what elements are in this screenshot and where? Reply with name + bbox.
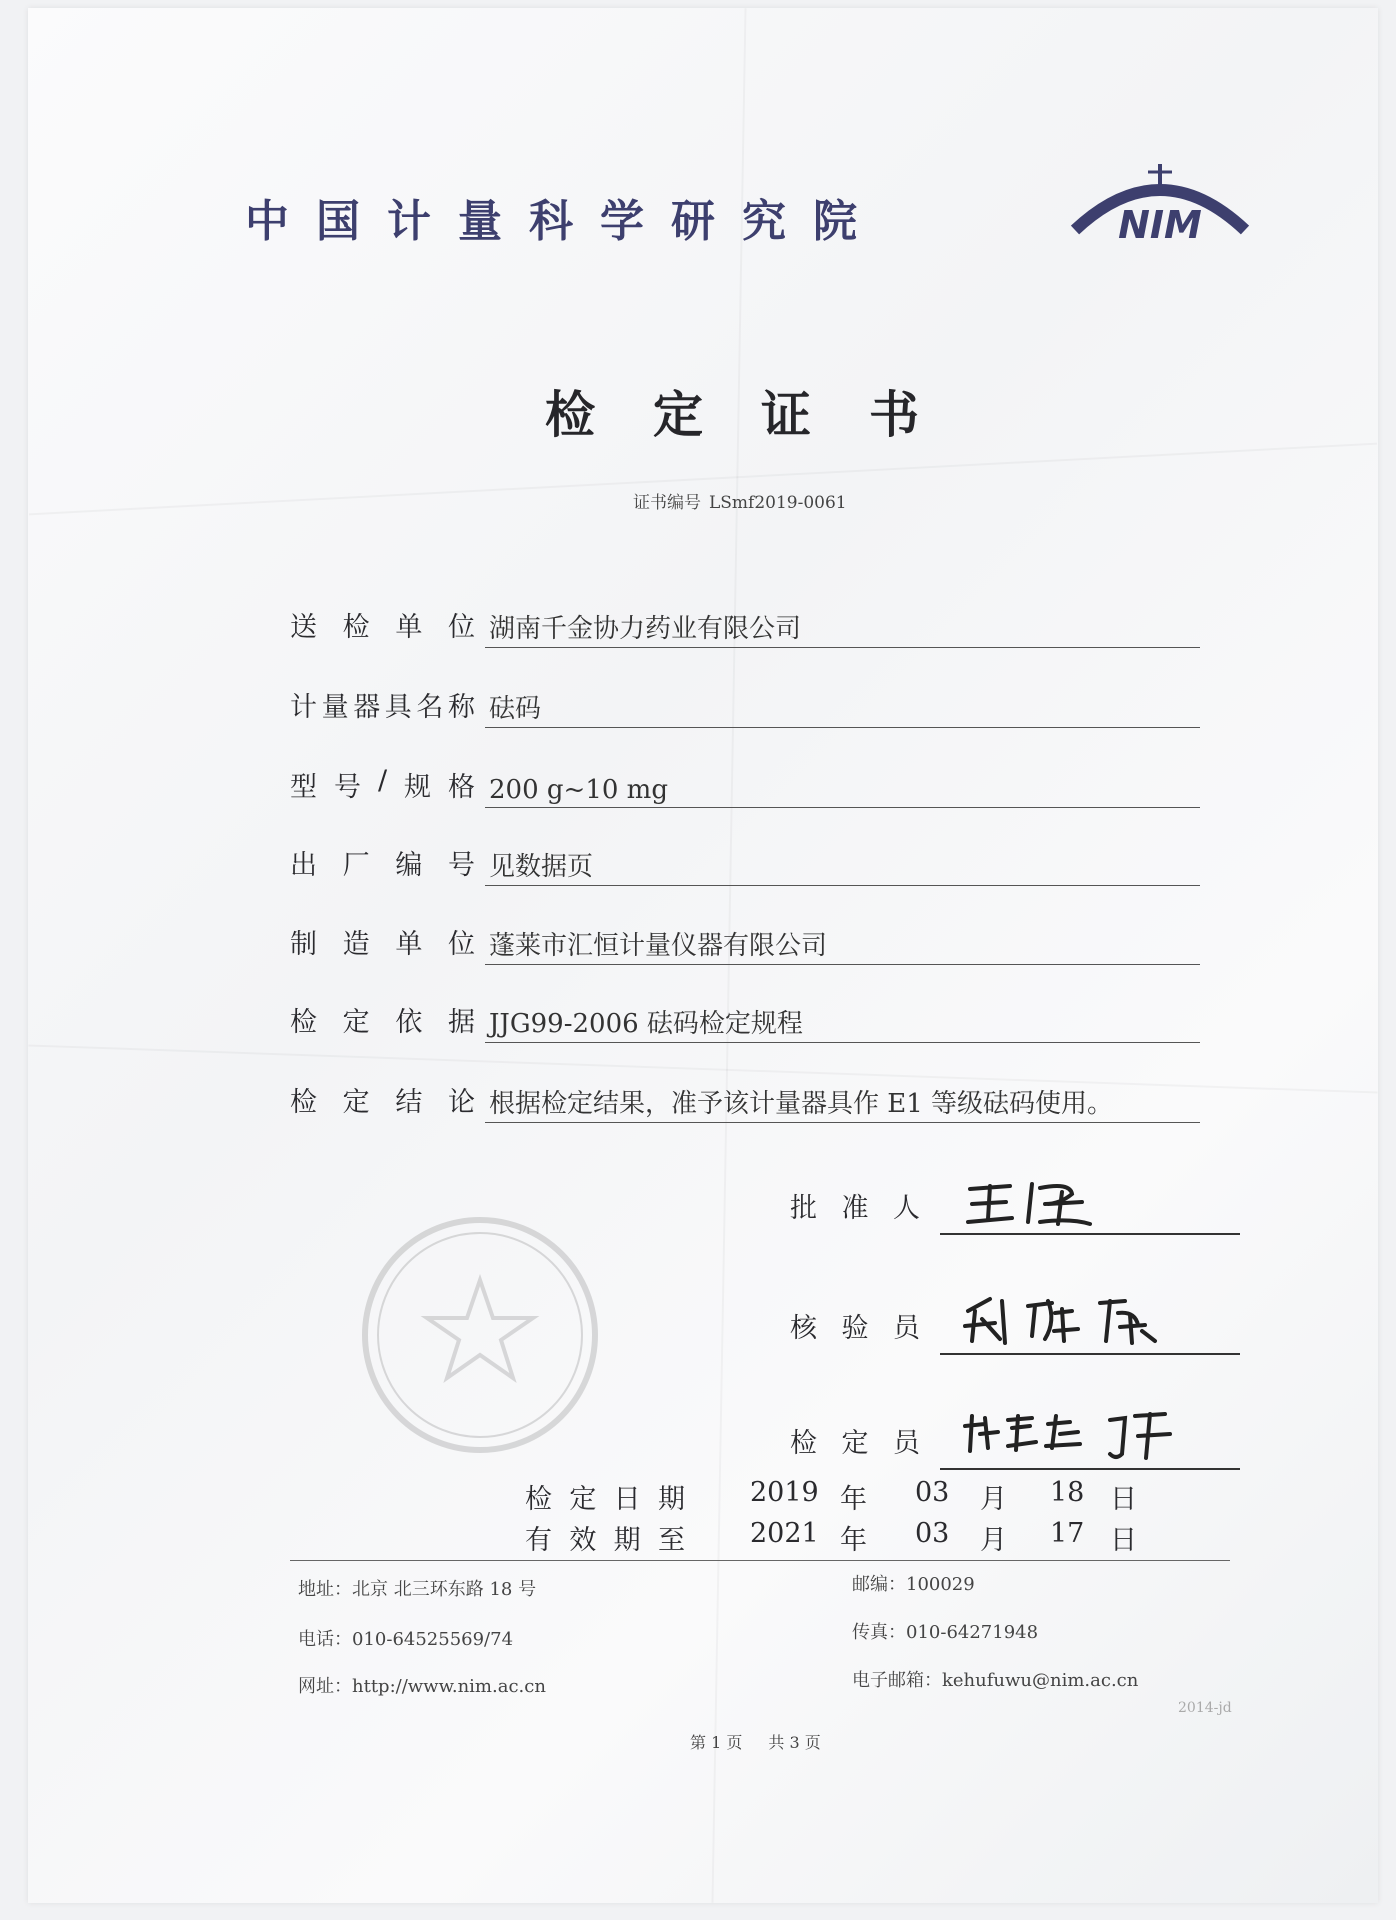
field-value: 湖南千金协力药业有限公司 <box>485 608 1200 648</box>
year-unit: 年 <box>840 1525 867 1556</box>
year-unit: 年 <box>840 1484 867 1515</box>
institute-name: 中国计量科学研究院 <box>245 196 884 247</box>
verification-date-label: 检 定 日 期 <box>525 1484 685 1515</box>
certificate-number-value: LSmf2019-0061 <box>709 493 847 513</box>
revision-code: 2014-jd <box>1178 1700 1232 1716</box>
footer-website: 网址：http://www.nim.ac.cn <box>298 1676 546 1697</box>
document-title: 检定证书 <box>545 386 977 444</box>
day-unit: 日 <box>1110 1525 1137 1556</box>
field-label: 制 造 单 位 <box>290 929 475 960</box>
verification-date-row <box>525 1477 1145 1517</box>
page-current: 第 1 页 <box>690 1733 743 1752</box>
field-row-submitter <box>290 600 1200 650</box>
verifier-row <box>790 1410 1240 1470</box>
checker-label: 核 验 员 <box>790 1313 920 1344</box>
valid-until-month: 03 <box>915 1518 950 1549</box>
field-label: 送 检 单 位 <box>290 612 475 643</box>
approver-row <box>790 1175 1240 1235</box>
field-row-basis <box>290 995 1200 1045</box>
page-info <box>690 1730 847 1753</box>
field-row-manufacturer <box>290 917 1200 967</box>
certificate-number-label: 证书编号 <box>633 493 701 513</box>
footer-phone: 电话：010-64525569/74 <box>298 1629 514 1650</box>
field-row-model-spec <box>290 760 1200 810</box>
verification-day: 18 <box>1050 1477 1085 1508</box>
field-label: 出 厂 编 号 <box>290 850 475 881</box>
month-unit: 月 <box>980 1525 1007 1556</box>
embossed-seal-icon <box>355 1210 605 1460</box>
verifier-label: 检 定 员 <box>790 1428 920 1459</box>
footer-email: 电子邮箱：kehufuwu@nim.ac.cn <box>852 1670 1139 1691</box>
approver-signature-line <box>940 1233 1240 1235</box>
approver-signature <box>960 1174 1100 1229</box>
checker-signature-line <box>940 1353 1240 1355</box>
field-value: 砝码 <box>485 688 1200 728</box>
field-label: 计 量 器 具 名 称 <box>290 692 475 723</box>
field-label: 检 定 结 论 <box>290 1087 475 1118</box>
day-unit: 日 <box>1110 1484 1137 1515</box>
field-value: 见数据页 <box>485 846 1200 886</box>
footer-address: 地址：北京 北三环东路 18 号 <box>298 1579 537 1600</box>
svg-text:NIM: NIM <box>1118 203 1202 247</box>
checker-row <box>790 1295 1240 1355</box>
checker-signature <box>960 1291 1160 1349</box>
verification-month: 03 <box>915 1477 950 1508</box>
page-total: 共 3 页 <box>768 1733 821 1752</box>
valid-until-label: 有 效 期 至 <box>525 1525 685 1556</box>
field-row-conclusion <box>290 1075 1200 1125</box>
field-value: 200 g~10 mg <box>485 775 1200 808</box>
verifier-signature <box>960 1406 1180 1464</box>
approver-label: 批 准 人 <box>790 1193 920 1224</box>
field-row-serial-number <box>290 838 1200 888</box>
field-value: 蓬莱市汇恒计量仪器有限公司 <box>485 925 1200 965</box>
footer-divider <box>290 1560 1230 1561</box>
footer-fax: 传真：010-64271948 <box>852 1622 1039 1643</box>
valid-until-year: 2021 <box>750 1518 819 1549</box>
certificate-number <box>625 488 847 513</box>
verifier-signature-line <box>940 1468 1240 1470</box>
valid-until-day: 17 <box>1050 1518 1085 1549</box>
field-label: 型 号 / 规 格 <box>290 765 475 803</box>
valid-until-row <box>525 1518 1145 1558</box>
field-label: 检 定 依 据 <box>290 1007 475 1038</box>
verification-year: 2019 <box>750 1477 819 1508</box>
nim-logo-icon <box>1060 160 1260 250</box>
footer-postcode: 邮编：100029 <box>852 1574 975 1595</box>
field-value: 根据检定结果，准予该计量器具作 E1 等级砝码使用。 <box>485 1083 1200 1123</box>
month-unit: 月 <box>980 1484 1007 1515</box>
field-value: JJG99-2006 砝码检定规程 <box>485 1003 1200 1043</box>
field-row-instrument-name <box>290 680 1200 730</box>
